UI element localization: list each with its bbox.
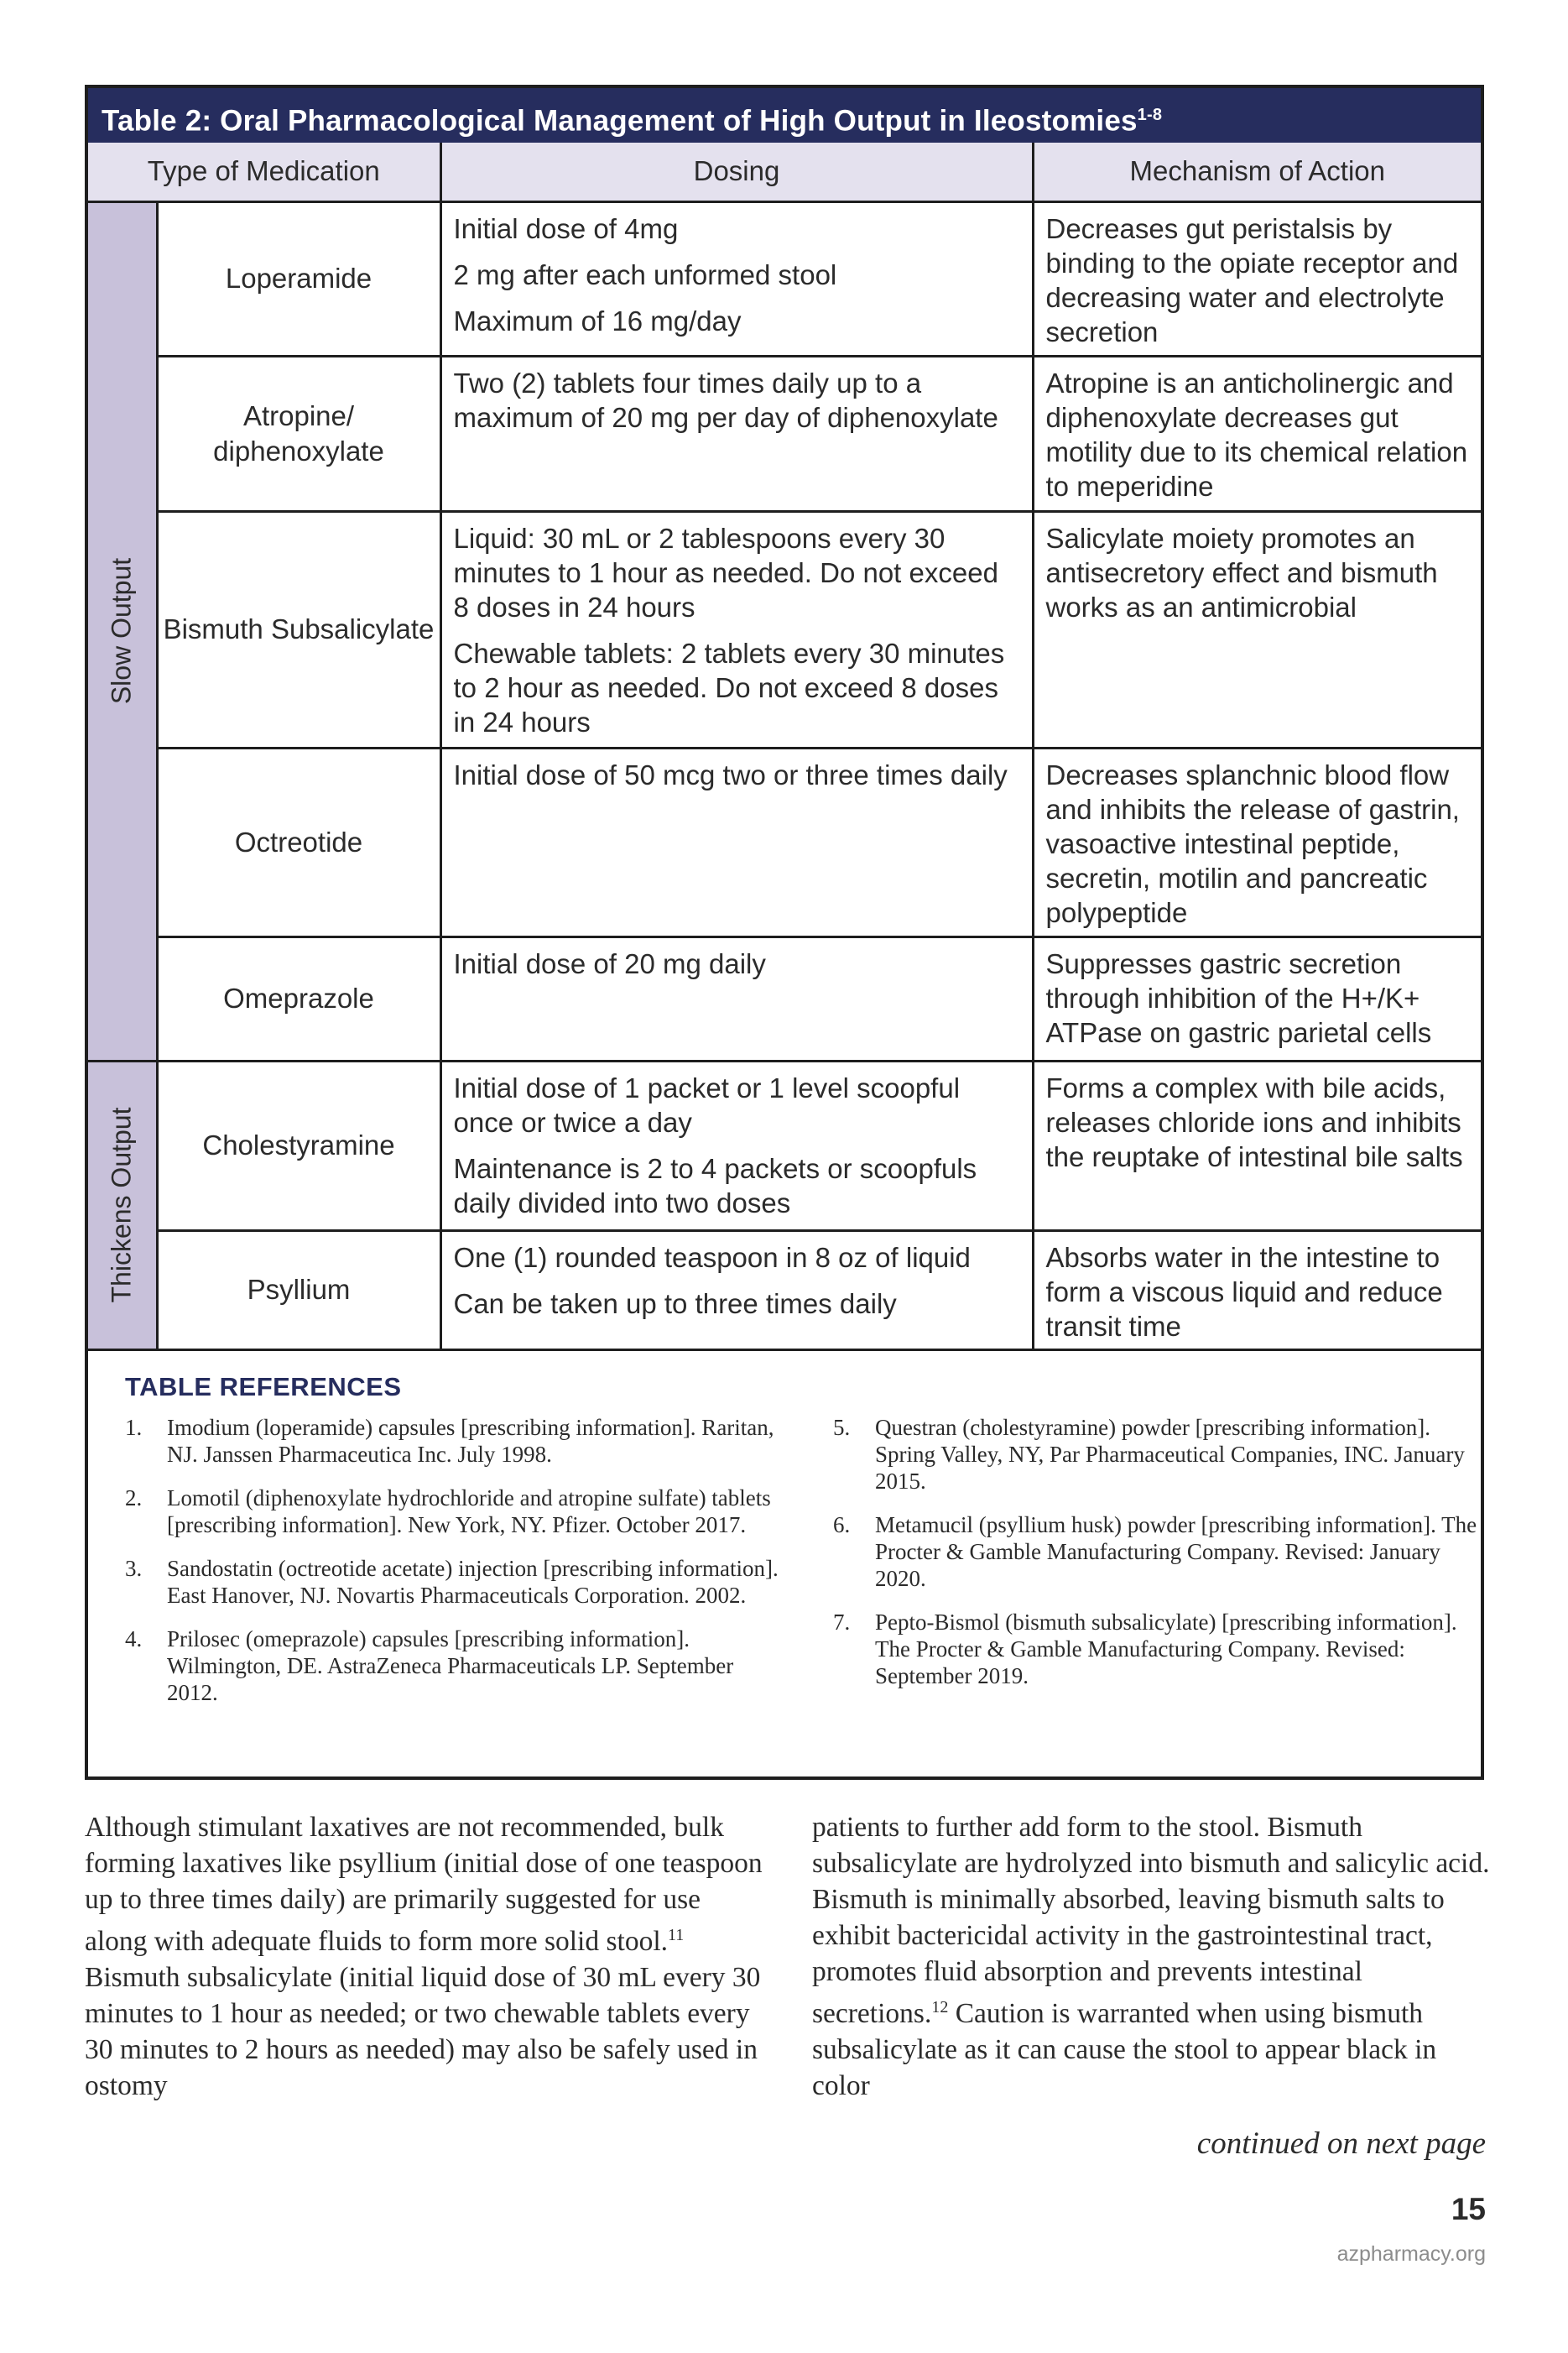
body-text-right: patients to further add form to the stool. Bismuth subsalicylate are hydrolyzed into bismuth and salicylic acid. Bismuth is minimally absorbed, leaving bismuth salts to exhibit bactericidal activity in the gastrointestinal tract, promotes fluid absorption and prevents intestinal secretions.$^{12}$ Caution is warranted when using bismuth subsalicylate as it can cause the stool to appear black in color <box>812 1812 1490 2102</box>
reference-item: 4. Prilosec (omeprazole) capsules [prescribing information]. Wilmington, DE. AstraZeneca Pharmaceuticals LP. September 2012. <box>125 1626 734 1705</box>
dosing-cell: Initial dose of 4mg 2 mg after each unformed stool Maximum of 16 mg/day <box>440 201 1033 356</box>
reference-item: 5. Questran (cholestyramine) powder [prescribing information]. Spring Valley, NY, Par Pharmaceutical Companies, INC. January 2015. <box>833 1415 1465 1494</box>
medication-name: Bismuth Subsalicylate <box>157 511 440 748</box>
table-header-row <box>88 143 1481 201</box>
table-row <box>88 201 1481 356</box>
medication-name: Omeprazole <box>157 937 440 1061</box>
medication-name: Octreotide <box>157 748 440 937</box>
dosing-cell: Initial dose of 50 mcg two or three times daily <box>440 748 1033 937</box>
mechanism-cell: Absorbs water in the intestine to form a viscous liquid and reduce transit time <box>1033 1230 1481 1349</box>
mechanism-cell: Decreases splanchnic blood flow and inhibits the release of gastrin, vasoactive intestinal peptide, secretin, motilin and pancreatic polypeptide <box>1033 748 1481 937</box>
mechanism-cell: Decreases gut peristalsis by binding to the opiate receptor and decreasing water and electrolyte secretion <box>1033 201 1481 356</box>
reference-item: 7. Pepto-Bismol (bismuth subsalicylate) [prescribing information]. The Procter & Gamble Manufacturing Company. Revised: September 2019. <box>833 1610 1457 1688</box>
group-slow-output <box>88 201 157 1061</box>
medication-table-box <box>85 85 1484 1780</box>
reference-item: 3. Sandostatin (octreotide acetate) injection [prescribing information]. East Hanover, NJ. Novartis Pharmaceuticals Corporation. 2002. <box>125 1556 779 1608</box>
header-dosing: Dosing <box>440 143 1033 201</box>
medication-name: Atropine/ diphenoxylate <box>157 356 440 511</box>
table-row <box>88 937 1481 1061</box>
page-number: 15 <box>1451 2192 1486 2226</box>
medication-table <box>88 143 1481 1351</box>
header-type: Type of Medication <box>88 143 440 201</box>
dosing-cell: Liquid: 30 mL or 2 tablespoons every 30 minutes to 1 hour as needed. Do not exceed 8 doses in 24 hours Chewable tablets: 2 tablets every 30 minutes to 2 hour as needed. Do not exceed 8 doses in 24 hours <box>440 511 1033 748</box>
table-row <box>88 1230 1481 1349</box>
reference-item: 1. Imodium (loperamide) capsules [prescribing information]. Raritan, NJ. Janssen Pharmaceutica Inc. July 1998. <box>125 1415 774 1467</box>
table-row <box>88 748 1481 937</box>
reference-item: 2. Lomotil (diphenoxylate hydrochloride and atropine sulfate) tablets [prescribing information]. New York, NY. Pfizer. October 2017. <box>125 1485 771 1537</box>
mechanism-cell: Atropine is an anticholinergic and diphenoxylate decreases gut motility due to its chemical relation to meperidine <box>1033 356 1481 511</box>
table-row <box>88 356 1481 511</box>
title-superscript: 1-8 <box>1137 106 1163 124</box>
table-row <box>88 1061 1481 1230</box>
table-title: Table 2: Oral Pharmacological Management of High Output in Ileostomies$^{1-8}$ <box>88 88 1481 143</box>
mechanism-cell: Suppresses gastric secretion through inhibition of the H+/K+ ATPase on gastric parietal cells <box>1033 937 1481 1061</box>
site-url: azpharmacy.org <box>1336 2242 1486 2266</box>
mechanism-cell: Forms a complex with bile acids, releases chloride ions and inhibits the reuptake of intestinal bile salts <box>1033 1061 1481 1230</box>
mechanism-cell: Salicylate moiety promotes an antisecretory effect and bismuth works as an antimicrobial <box>1033 511 1481 748</box>
dosing-cell: Two (2) tablets four times daily up to a maximum of 20 mg per day of diphenoxylate <box>440 356 1033 511</box>
medication-name: Cholestyramine <box>157 1061 440 1230</box>
continued-note: continued on next page <box>1196 2126 1486 2161</box>
reference-item: 6. Metamucil (psyllium husk) powder [prescribing information]. The Procter & Gamble Manufacturing Company. Revised: January 2020. <box>833 1512 1477 1591</box>
group-thickens-output <box>88 1061 157 1349</box>
citation-superscript: 11 <box>668 1926 685 1944</box>
dosing-cell: Initial dose of 1 packet or 1 level scoopful once or twice a day Maintenance is 2 to 4 packets or scoopfuls daily divided into two doses <box>440 1061 1033 1230</box>
citation-superscript: 12 <box>931 1998 949 2016</box>
table-references <box>88 1347 1481 1776</box>
table-row <box>88 511 1481 748</box>
medication-name: Psyllium <box>157 1230 440 1349</box>
header-mechanism: Mechanism of Action <box>1033 143 1481 201</box>
body-text-left: Although stimulant laxatives are not recommended, bulk forming laxatives like psyllium (initial dose of one teaspoon up to three times daily) are primarily suggested for use along with adequate fluids to form more solid stool.$^{11}$ Bismuth subsalicylate (initial liquid dose of 30 mL every 30 minutes to 1 hour as needed; or two chewable tablets every 30 minutes to 2 hours as needed) may also be safely used in ostomy <box>85 1812 763 2102</box>
group-label: Slow Output <box>106 557 137 705</box>
references-title: TABLE REFERENCES <box>125 1372 402 1401</box>
references-column-right <box>833 1414 1484 1706</box>
references-column-left <box>125 1414 779 1723</box>
dosing-cell: Initial dose of 20 mg daily <box>440 937 1033 1061</box>
dosing-cell: One (1) rounded teaspoon in 8 oz of liquid Can be taken up to three times daily <box>440 1230 1033 1349</box>
medication-name: Loperamide <box>157 201 440 356</box>
group-label: Thickens Output <box>106 1107 137 1303</box>
